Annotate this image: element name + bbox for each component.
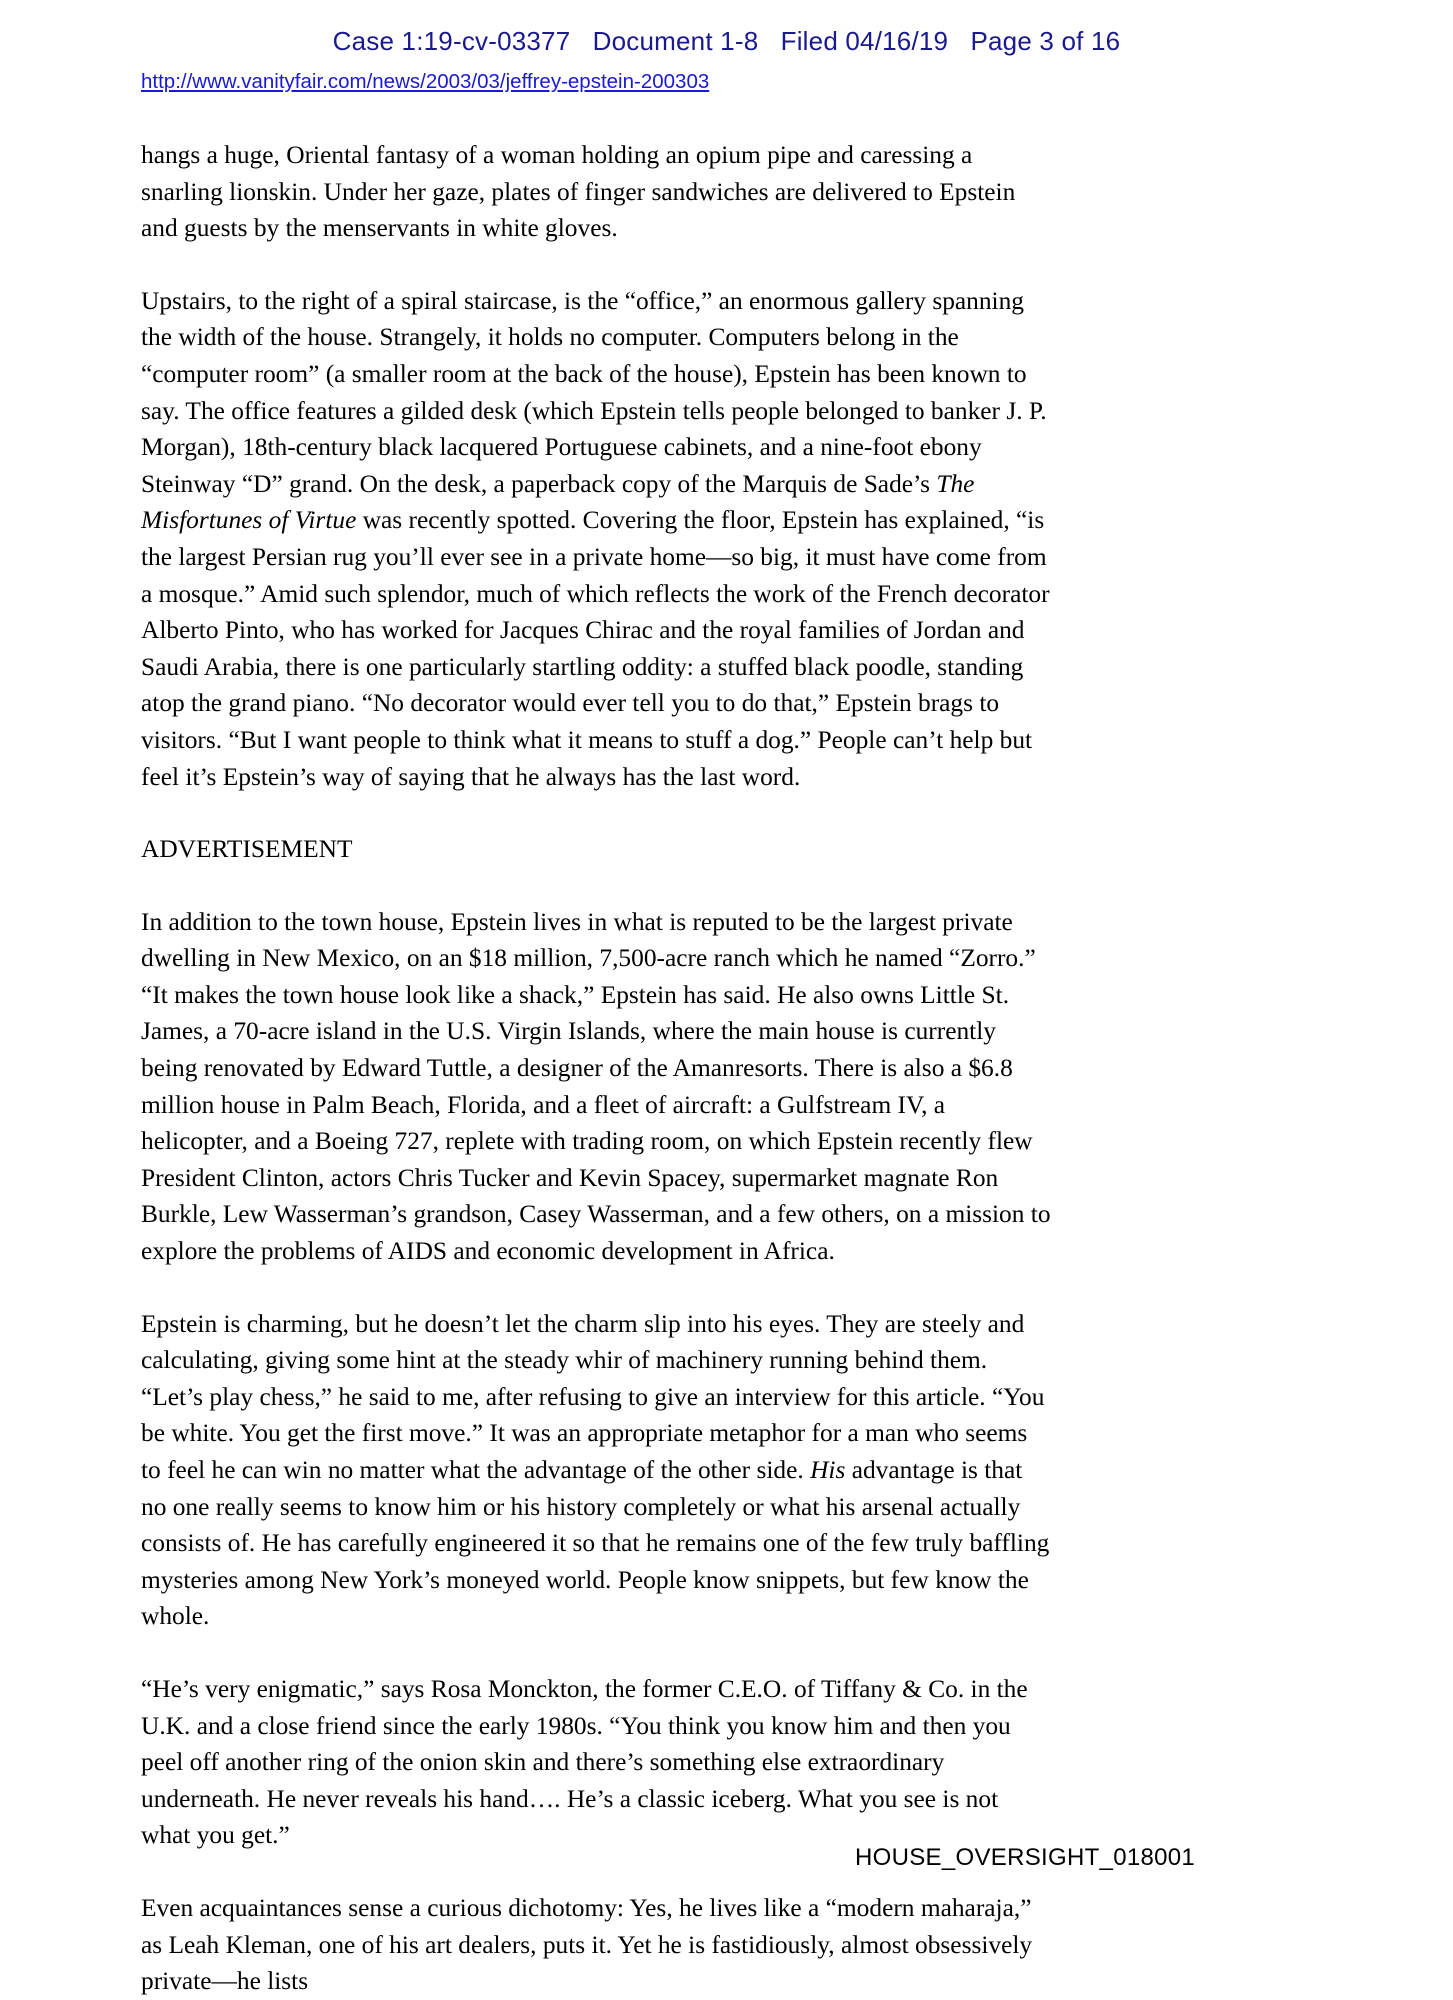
paragraph-2 <box>141 283 1053 795</box>
document-body <box>141 137 1053 2000</box>
paragraph-6: “He’s very enigmatic,” says Rosa Monckton, the former C.E.O. of Tiffany & Co. in the U.K. and a close friend since the early 1980s. “You think you know him and then you peel off another ring of the onion skin and there’s something else extraordinary underneath. He never reveals his hand…. He’s a classic iceberg. What you see is not what you get.” <box>141 1674 1028 1850</box>
source-url-link[interactable]: http://www.vanityfair.com/news/2003/03/jeffrey-epstein-200303 <box>141 70 710 93</box>
paragraph-2-italic-title: The Misfortunes of Virtue <box>141 469 975 535</box>
paragraph-5-italic-word: His <box>810 1456 846 1484</box>
bates-number-stamp: HOUSE_OVERSIGHT_018001 <box>855 1844 1196 1871</box>
paragraph-4: In addition to the town house, Epstein lives in what is reputed to be the largest private dwelling in New Mexico, on an $18 million, 7,500-acre ranch which he named “Zorro.” “It makes the town house look like a shack,” Epstein has said. He also owns Little St. James, a 70-acre island in the U.S. Virgin Islands, where the main house is currently being renovated by Edward Tuttle, a designer of the Amanresorts. There is also a $6.8 million house in Palm Beach, Florida, and a fleet of aircraft: a Gulfstream IV, a helicopter, and a Boeing 727, replete with trading room, on which Epstein recently flew President Clinton, actors Chris Tucker and Kevin Spacey, supermarket magnate Ron Burkle, Lew Wasserman’s grandson, Casey Wasserman, and a few others, on a mission to explore the problems of AIDS and economic development in Africa. <box>141 907 1051 1266</box>
paragraph-1: hangs a huge, Oriental fantasy of a woman holding an opium pipe and caressing a snarling lionskin. Under her gaze, plates of finger sandwiches are delivered to Epstein and guests by the menservants in white gloves. <box>141 141 1016 243</box>
paragraph-7: Even acquaintances sense a curious dichotomy: Yes, he lives like a “modern maharaja,” as Leah Kleman, one of his art dealers, puts it. Yet he is fastidiously, almost obsessively private—he lists <box>141 1893 1033 1996</box>
paragraph-5 <box>141 1306 1053 1635</box>
advertisement-label: ADVERTISEMENT <box>141 835 353 864</box>
paragraph-2-part-2: was recently spotted. Covering the floor, Epstein has explained, “is the largest Persian rug you’ll ever see in a private home—so big, it must have come from a mosque.” Amid such splendor, much of which reflects the work of the French decorator Alberto Pinto, who has worked for Jacques Chirac and the royal families of Jordan and Saudi Arabia, there is one particularly startling oddity: a stuffed black poodle, standing atop the grand piano. “No decorator would ever tell you to do that,” Epstein brags to visitors. “But I want people to think what it means to stuff a dog.” People can’t help but feel it’s Epstein’s way of saying that he always has the last word. <box>141 506 1050 791</box>
paragraph-2-part-1: Upstairs, to the right of a spiral staircase, is the “office,” an enormous gallery spanning the width of the house. Strangely, it holds no computer. Computers belong in the “computer room” (a smaller room at the back of the house), Epstein has been known to say. The office features a gilded desk (which Epstein tells people belonged to banker J. P. Morgan), 18th-century black lacquered Portuguese cabinets, and a nine-foot ebony Steinway “D” grand. On the desk, a paperback copy of the Marquis de Sade’s <box>141 286 1047 498</box>
paragraph-5-part-1: Epstein is charming, but he doesn’t let the charm slip into his eyes. They are steely and calculating, giving some hint at the steady whir of machinery running behind them. “Let’s play chess,” he said to me, after refusing to give an interview for this article. “You be white. You get the first move.” It was an appropriate metaphor for a man who seems to feel he can win no matter what the advantage of the other side. <box>141 1309 1045 1484</box>
court-filing-header-stamp: Case 1:19-cv-03377 Document 1-8 Filed 04/16/19 Page 3 of 16 <box>332 26 1121 56</box>
paragraph-5-part-2: advantage is that no one really seems to know him or his history completely or what his arsenal actually consists of. He has carefully engineered it so that he remains one of the few truly baffling mysteries among New York’s moneyed world. People know snippets, but few know the whole. <box>141 1456 1050 1631</box>
